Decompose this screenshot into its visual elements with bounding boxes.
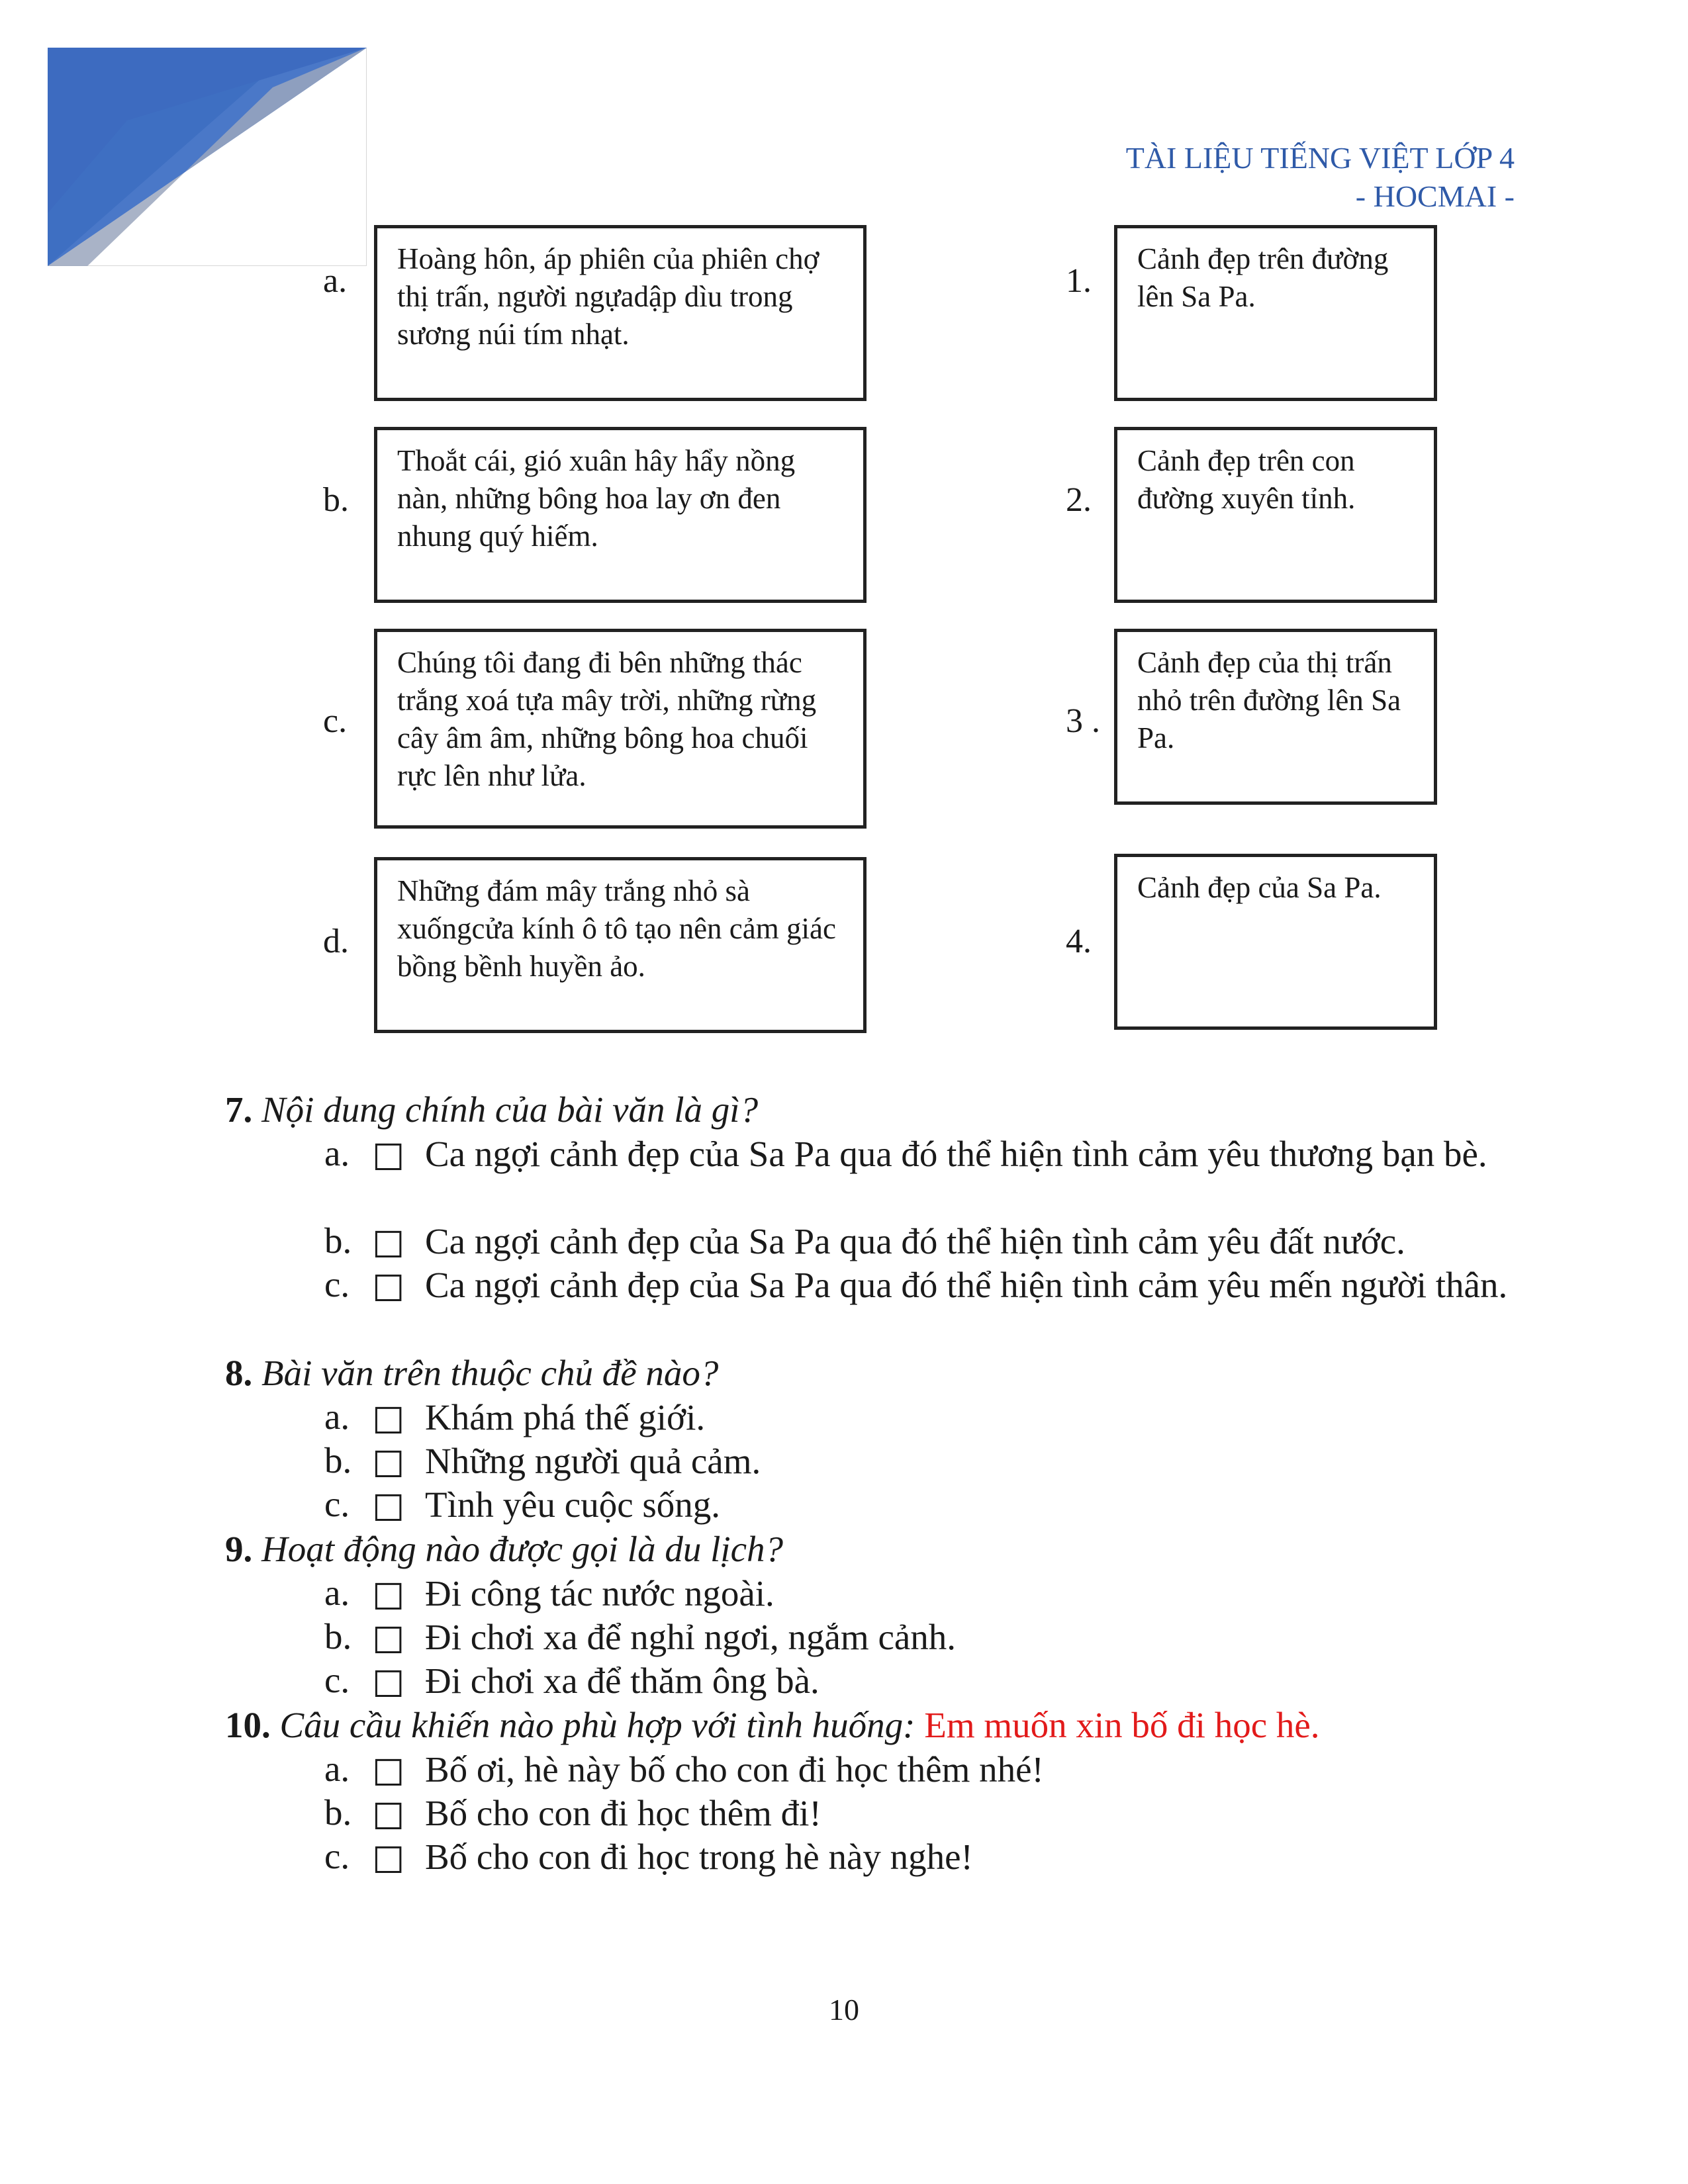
right-box-text: Cảnh đẹp trên đường lên Sa Pa. <box>1137 242 1389 313</box>
checkbox[interactable]: ☐ <box>372 1225 405 1265</box>
left-label: b. <box>323 481 349 519</box>
option-text: Bố ơi, hè này bố cho con đi học thêm nhé! <box>425 1749 1044 1790</box>
option-10c <box>324 1835 1516 1879</box>
option-10b <box>324 1792 1516 1835</box>
right-box-text: Cảnh đẹp trên con đường xuyên tỉnh. <box>1137 444 1356 515</box>
option-label: b. <box>324 1220 352 1261</box>
option-label: a. <box>324 1749 350 1789</box>
checkbox[interactable]: ☐ <box>372 1138 405 1178</box>
question-8 <box>225 1352 718 1394</box>
option-9a <box>324 1572 1516 1615</box>
option-label: a. <box>324 1572 350 1613</box>
option-label: b. <box>324 1616 352 1657</box>
question-number: 10. <box>225 1705 271 1745</box>
option-text: Ca ngợi cảnh đẹp của Sa Pa qua đó thể hiện tình cảm yêu mến người thân. <box>425 1265 1508 1305</box>
left-box-text: Những đám mây trắng nhỏ sà xuốngcửa kính ô tô tạo nên cảm giác bồng bềnh huyền ảo. <box>397 874 836 983</box>
right-box <box>1114 225 1437 401</box>
left-box-text: Hoàng hôn, áp phiên của phiên chợ thị trấn, người ngựadập dìu trong sương núi tím nhạt. <box>397 242 820 351</box>
option-text: Tình yêu cuộc sống. <box>425 1484 721 1525</box>
checkbox[interactable]: ☐ <box>372 1621 405 1661</box>
right-label: 2. <box>1066 481 1092 519</box>
document-header <box>1126 139 1515 216</box>
header-title: TÀI LIỆU TIẾNG VIỆT LỚP 4 <box>1125 141 1515 175</box>
right-box-text: Cảnh đẹp của Sa Pa. <box>1137 871 1382 904</box>
left-box <box>374 857 867 1033</box>
option-text: Bố cho con đi học thêm đi! <box>425 1793 821 1833</box>
option-8a <box>324 1396 1516 1439</box>
checkbox[interactable]: ☐ <box>372 1577 405 1617</box>
checkbox[interactable]: ☐ <box>372 1269 405 1309</box>
option-text: Đi công tác nước ngoài. <box>425 1573 774 1614</box>
right-box <box>1114 427 1437 603</box>
option-10a <box>324 1748 1516 1792</box>
left-label: a. <box>323 262 348 300</box>
question-number: 7. <box>225 1089 253 1130</box>
question-text: Hoạt động nào được gọi là du lịch? <box>261 1529 784 1569</box>
option-7a <box>324 1132 1516 1176</box>
option-text: Đi chơi xa để thăm ông bà. <box>425 1661 820 1701</box>
right-box <box>1114 629 1437 805</box>
question-text: Câu cầu khiến nào phù hợp với tình huống: <box>279 1705 915 1745</box>
option-label: c. <box>324 1836 350 1876</box>
checkbox[interactable]: ☐ <box>372 1753 405 1794</box>
left-box <box>374 225 867 401</box>
left-box-text: Thoắt cái, gió xuân hây hẩy nồng nàn, những bông hoa lay ơn đen nhung quý hiếm. <box>397 444 796 553</box>
option-8b <box>324 1439 1516 1483</box>
option-text: Bố cho con đi học trong hè này nghe! <box>425 1837 973 1877</box>
option-text: Khám phá thế giới. <box>425 1397 706 1437</box>
header-subtitle: - HOCMAI - <box>1355 179 1515 213</box>
left-label: d. <box>323 923 349 960</box>
checkbox[interactable]: ☐ <box>372 1841 405 1881</box>
option-text: Ca ngợi cảnh đẹp của Sa Pa qua đó thể hiện tình cảm yêu đất nước. <box>425 1221 1405 1261</box>
left-box <box>374 629 867 829</box>
option-label: b. <box>324 1792 352 1833</box>
question-text: Nội dung chính của bài văn là gì? <box>261 1089 759 1130</box>
checkbox[interactable]: ☐ <box>372 1664 405 1705</box>
option-7c <box>324 1263 1516 1307</box>
question-text: Bài văn trên thuộc chủ đề nào? <box>261 1353 719 1393</box>
option-label: c. <box>324 1660 350 1700</box>
right-box-text: Cảnh đẹp của thị trấn nhỏ trên đường lên Sa Pa. <box>1137 646 1401 754</box>
option-text: Đi chơi xa để nghỉ ngơi, ngắm cảnh. <box>425 1617 957 1657</box>
question-9 <box>225 1528 783 1570</box>
checkbox[interactable]: ☐ <box>372 1797 405 1837</box>
right-label: 3 . <box>1066 702 1100 740</box>
checkbox[interactable]: ☐ <box>372 1488 405 1529</box>
left-box <box>374 427 867 603</box>
option-label: b. <box>324 1440 352 1480</box>
left-box-text: Chúng tôi đang đi bên những thác trắng xoá tựa mây trời, những rừng cây âm âm, những bông hoa chuối rực lên như lửa. <box>397 646 817 792</box>
question-number: 9. <box>225 1529 253 1569</box>
right-label: 1. <box>1066 262 1092 300</box>
corner-decoration <box>48 48 367 266</box>
option-label: c. <box>324 1484 350 1524</box>
question-7 <box>225 1089 758 1130</box>
right-label: 4. <box>1066 923 1092 960</box>
option-label: c. <box>324 1264 350 1304</box>
option-9c <box>324 1659 1516 1703</box>
question-10 <box>225 1704 1320 1746</box>
option-text: Ca ngợi cảnh đẹp của Sa Pa qua đó thể hiện tình cảm yêu thương bạn bè. <box>425 1134 1487 1174</box>
right-box <box>1114 854 1437 1030</box>
option-9b <box>324 1615 1516 1659</box>
option-text: Những người quả cảm. <box>425 1441 761 1481</box>
option-8c <box>324 1483 1516 1527</box>
option-7b <box>324 1220 1516 1263</box>
option-label: a. <box>324 1133 350 1173</box>
left-label: c. <box>323 702 348 740</box>
checkbox[interactable]: ☐ <box>372 1445 405 1485</box>
page-number: 10 <box>829 1993 859 2026</box>
situation-highlight: Em muốn xin bố đi học hè. <box>924 1705 1320 1745</box>
checkbox[interactable]: ☐ <box>372 1401 405 1441</box>
option-label: a. <box>324 1396 350 1437</box>
question-number: 8. <box>225 1353 253 1393</box>
